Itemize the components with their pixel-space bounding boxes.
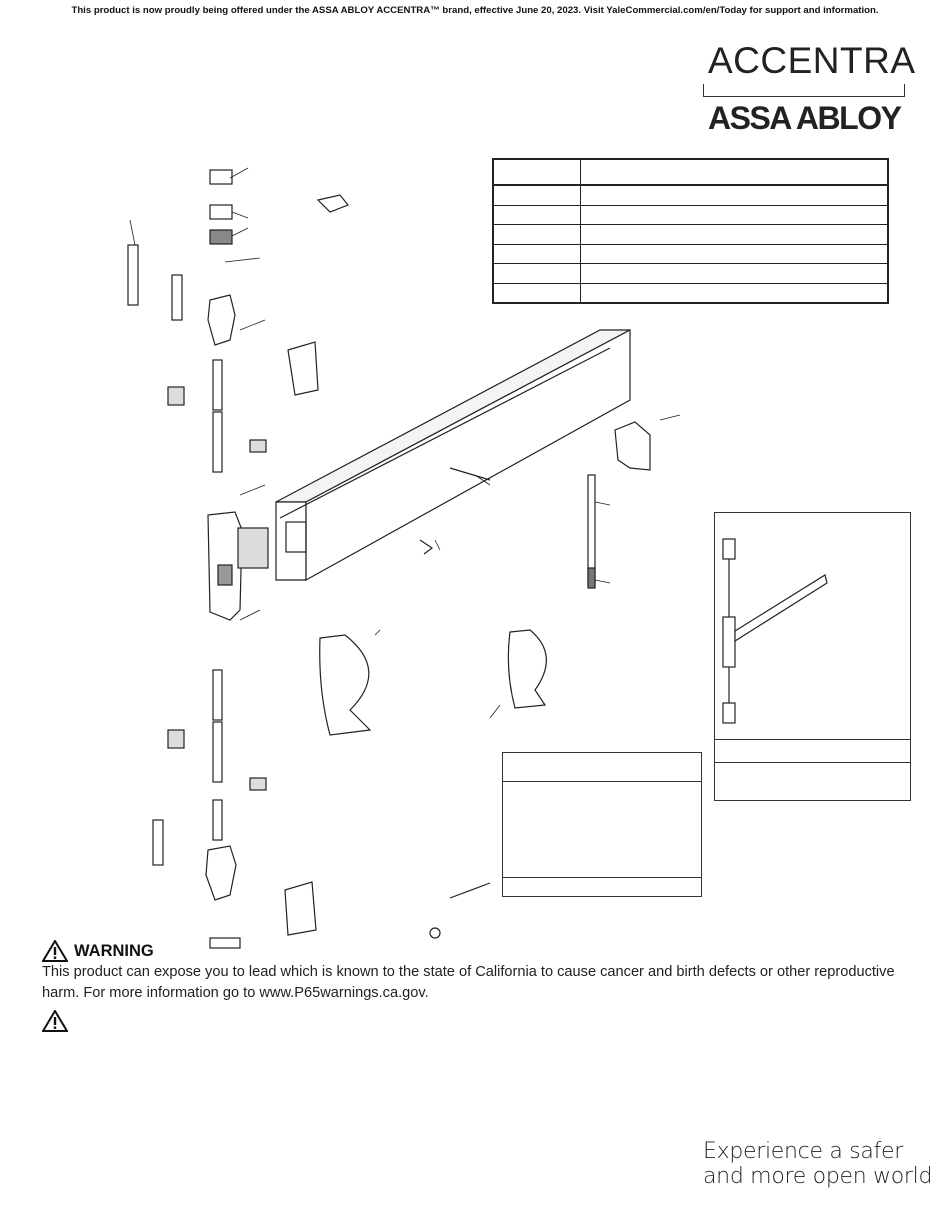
rod-clip <box>250 440 266 452</box>
accentra-logo-wordmark: ACCENTRA <box>708 40 916 81</box>
strike-small <box>318 195 348 212</box>
warning-triangle-icon <box>42 940 68 962</box>
tagline-line-1: Experience a safer <box>703 1139 904 1164</box>
assa-abloy-logo: ASSA ABLOY <box>708 100 901 136</box>
brand-tagline <box>703 1139 932 1189</box>
exit-bar-illustration <box>276 330 630 580</box>
bottom-latch <box>153 820 240 948</box>
bottom-rod <box>213 670 222 840</box>
warning-title: WARNING <box>74 941 154 960</box>
end-cap-spring <box>420 540 432 554</box>
logo-bracket-line <box>703 84 905 97</box>
warning-text: This product can expose you to lead which is known to the state of California to cause cancer and birth defects or other reproductive harm. For more information go to www.P65warnings.ca.gov. <box>42 964 895 1001</box>
pull-handle-left <box>320 635 370 735</box>
threaded-connector <box>450 883 490 898</box>
warning-heading <box>42 940 154 962</box>
tagline-line-2: and more open world <box>703 1164 933 1189</box>
model-info-box <box>502 752 702 897</box>
device-overview-box <box>714 512 911 801</box>
center-case <box>208 512 268 620</box>
top-latch <box>128 170 235 345</box>
end-bracket <box>615 422 650 470</box>
bottom-cover <box>285 882 316 935</box>
brand-transition-banner: This product is now proudly being offered under the ASSA ABLOY ACCENTRA™ brand, effective June 20, 2023. Visit YaleCommercial.com/en/Today for support and information. <box>71 5 879 16</box>
top-cover <box>288 342 318 395</box>
pull-handle-right <box>508 630 546 708</box>
guide-clip <box>168 387 184 405</box>
top-rod <box>213 360 222 472</box>
caution-triangle-icon <box>42 1010 68 1032</box>
